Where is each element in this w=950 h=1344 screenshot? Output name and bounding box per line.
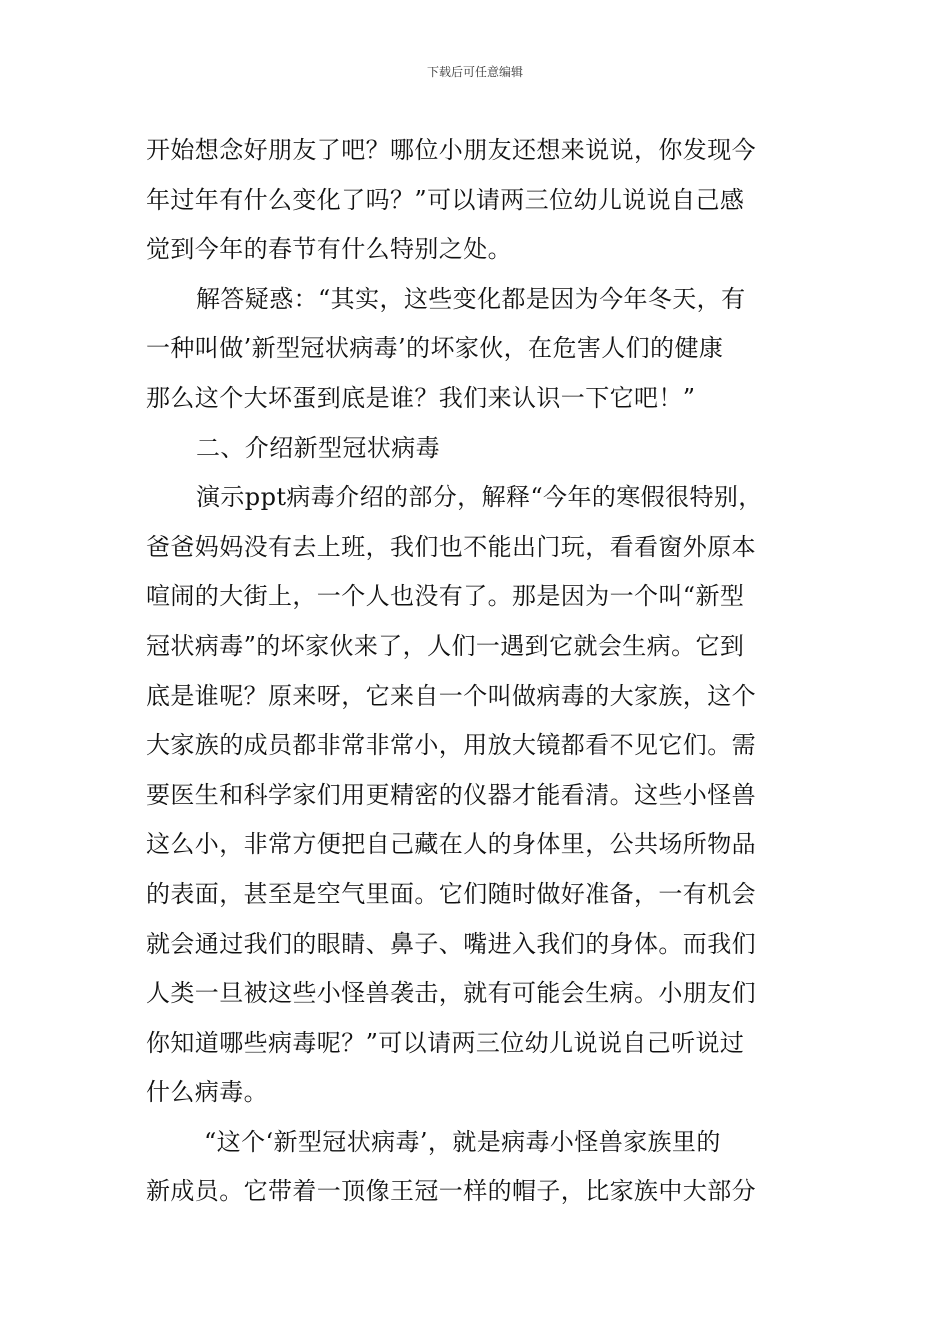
text-line: 喧闹的大街上，一个人也没有了。那是因为一个叫“新型 [146, 582, 745, 611]
text-line: 那么这个大坏蛋到底是谁？我们来认识一下它吧！” [146, 383, 696, 412]
text-line: 你知道哪些病毒呢？”可以请两三位幼儿说说自己听说过 [146, 1028, 745, 1057]
text-line: 就会通过我们的眼睛、鼻子、嘴进入我们的身体。而我们 [146, 929, 756, 958]
text-line: 年过年有什么变化了吗？”可以请两三位幼儿说说自己感 [146, 185, 745, 214]
text-line: 大家族的成员都非常非常小，用放大镜都看不见它们。需 [146, 731, 756, 760]
text-line: 二、介绍新型冠状病毒 [196, 433, 440, 462]
text-line: 爸爸妈妈没有去上班，我们也不能出门玩，看看窗外原本 [146, 532, 756, 561]
text-line: 新成员。它带着一顶像王冠一样的帽子，比家族中大部分 [146, 1177, 756, 1206]
page-header: 下载后可任意编辑 [426, 65, 523, 79]
text-line: 底是谁呢？原来呀，它来自一个叫做病毒的大家族，这个 [146, 681, 756, 710]
document-body [146, 126, 806, 1217]
text-line: 的表面，甚至是空气里面。它们随时做好准备，一有机会 [146, 879, 756, 908]
text-line: 解答疑惑：“其实，这些变化都是因为今年冬天，有 [196, 284, 746, 313]
text-line: 一种叫做’新型冠状病毒’的坏家伙，在危害人们的健康 [146, 334, 724, 363]
text-line: 冠状病毒”的坏家伙来了，人们一遇到它就会生病。它到 [146, 631, 745, 660]
text-line: 要医生和科学家们用更精密的仪器才能看清。这些小怪兽 [146, 780, 756, 809]
text-line: 人类一旦被这些小怪兽袭击，就有可能会生病。小朋友们 [146, 979, 756, 1008]
text-line: 这么小，非常方便把自己藏在人的身体里，公共场所物品 [146, 830, 756, 859]
text-line: 觉到今年的春节有什么特别之处。 [146, 235, 512, 264]
text-line: 开始想念好朋友了吧？哪位小朋友还想来说说，你发现今 [146, 136, 756, 164]
text-line: 什么病毒。 [146, 1078, 268, 1107]
text-line: 演示ppt病毒介绍的部分，解释“今年的寒假很特别， [196, 483, 763, 512]
text-line: “这个‘新型冠状病毒’，就是病毒小怪兽家族里的 [204, 1127, 721, 1156]
